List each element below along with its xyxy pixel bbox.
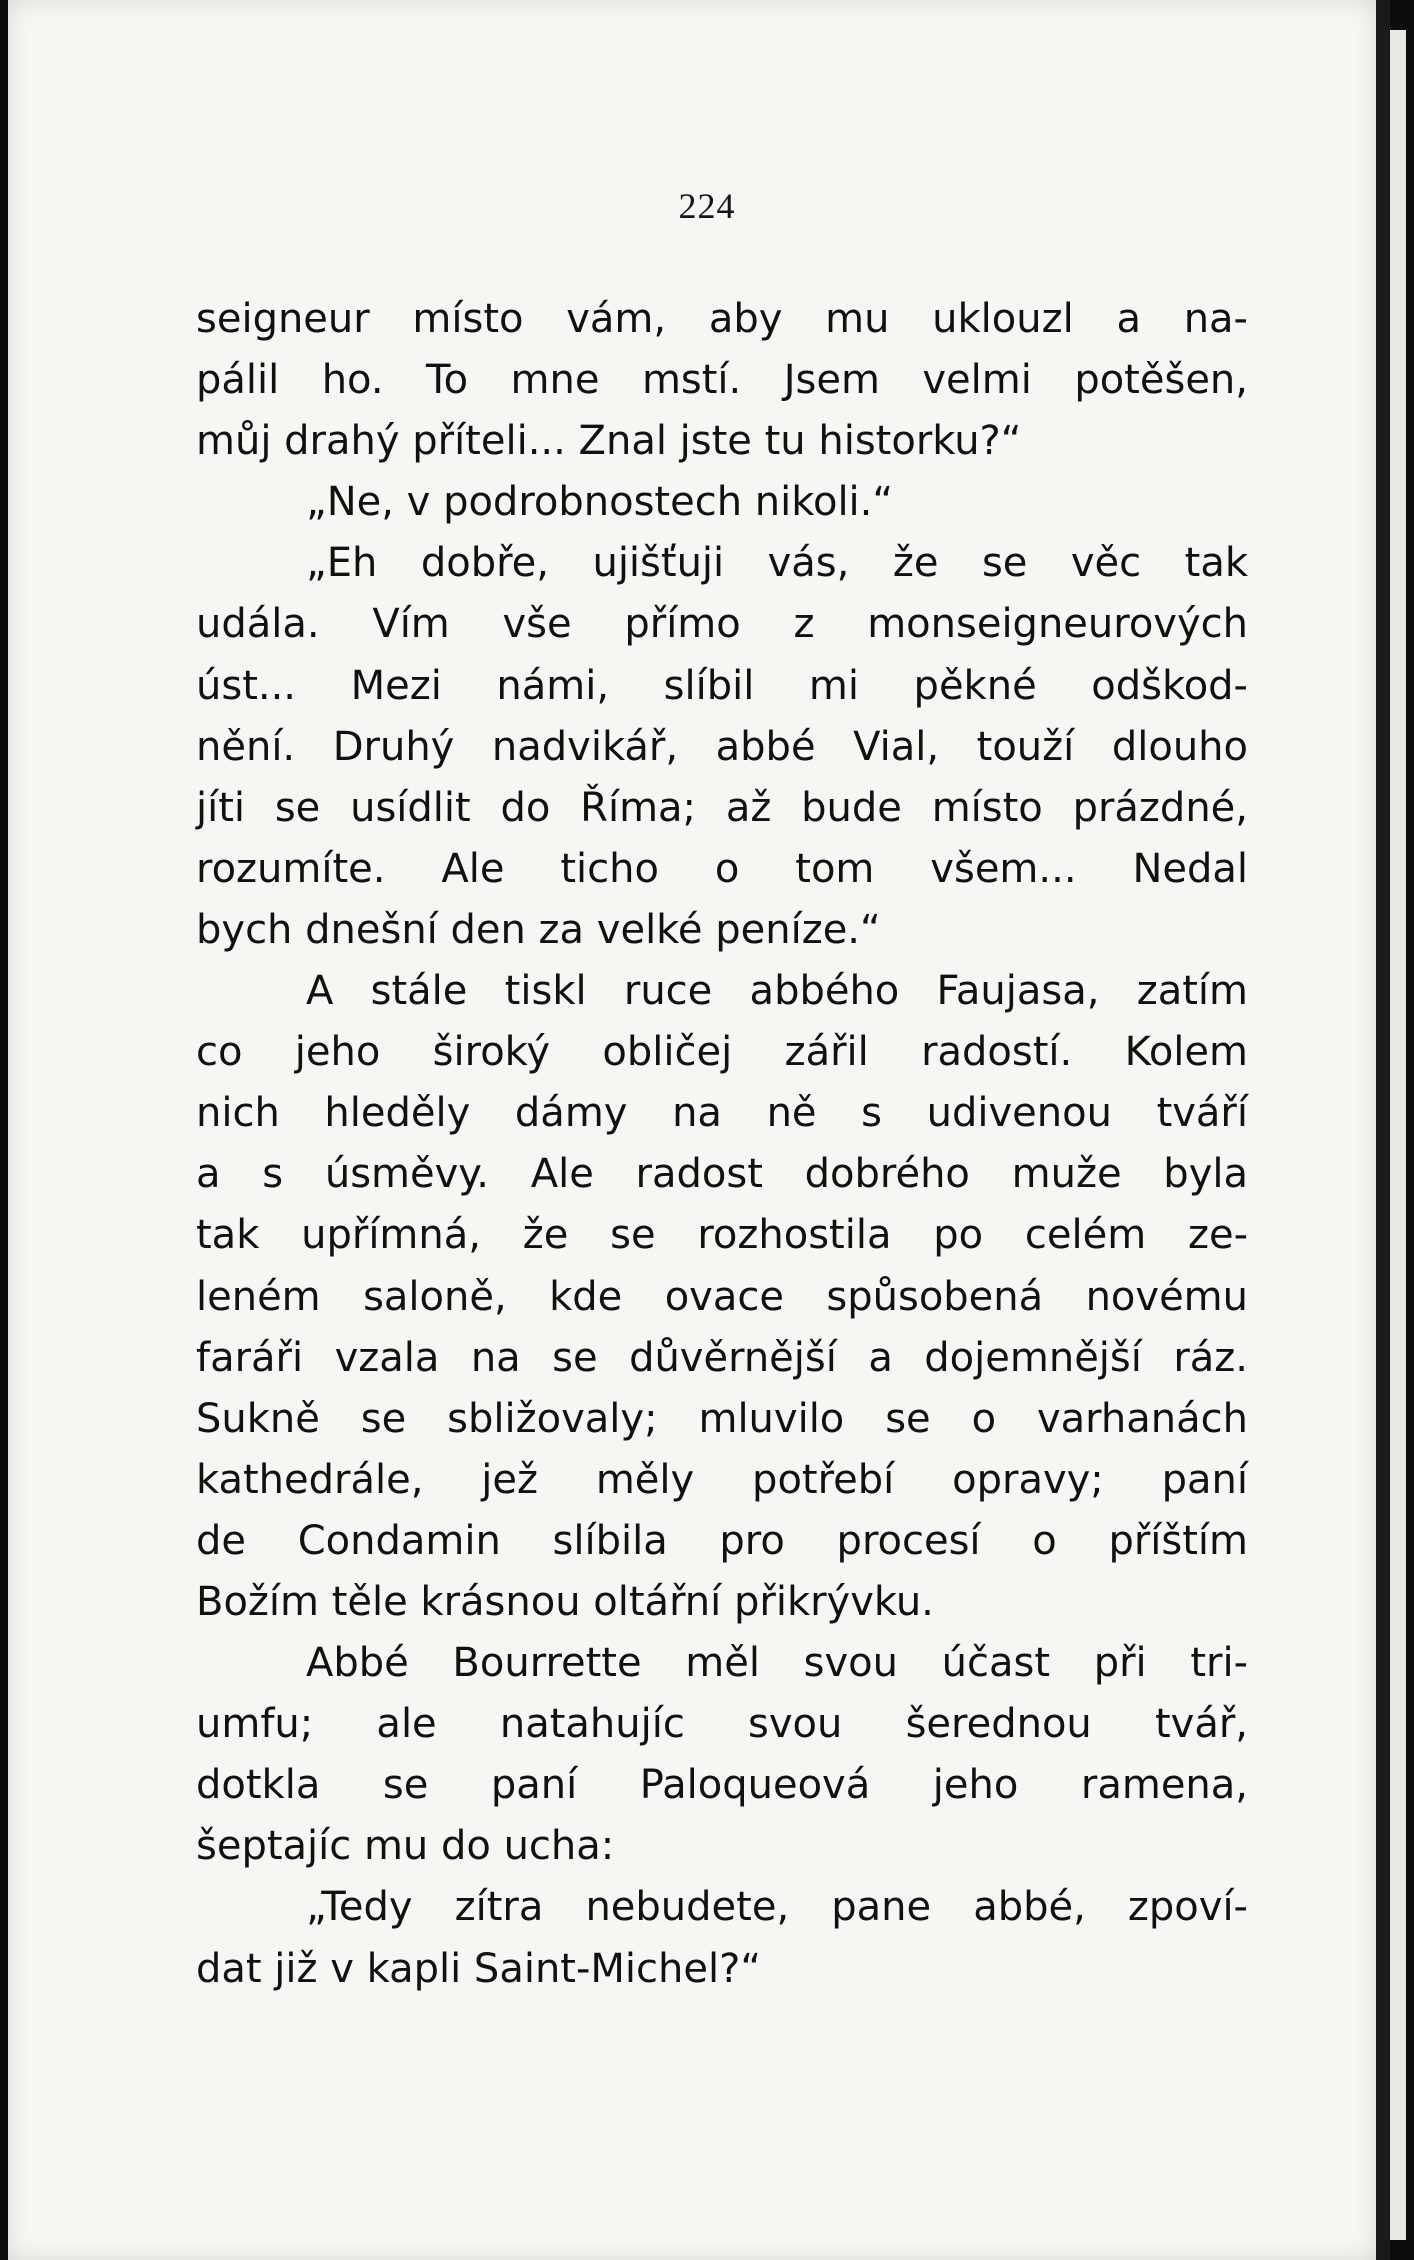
book-gutter-edge — [1376, 0, 1390, 2260]
next-page-edge — [1390, 30, 1406, 2240]
text-line: umfu; ale natahujíc svou šerednou tvář, — [196, 1701, 1248, 1748]
text-line: „Eh dobře, ujišťuji vás, že se věc tak — [306, 540, 1248, 587]
text-line: Sukně se sbližovaly; mluvilo se o varhanách — [196, 1395, 1248, 1442]
text-line: můj drahý příteli... Znal jste tu historku?“ — [196, 418, 1022, 465]
text-line: nich hleděly dámy na ně s udivenou tváří — [196, 1090, 1248, 1137]
text-line: A stále tiskl ruce abbého Faujasa, zatím — [306, 968, 1248, 1015]
text-line: pálil ho. To mne mstí. Jsem velmi potěšen, — [196, 357, 1248, 404]
text-line: tak upřímná, že se rozhostila po celém ze- — [196, 1212, 1248, 1259]
text-line: úst... Mezi námi, slíbil mi pěkné odškod- — [196, 662, 1248, 709]
text-line: kathedrále, jež měly potřebí opravy; paní — [196, 1456, 1248, 1503]
text-line: dotkla se paní Paloqueová jeho ramena, — [196, 1762, 1248, 1809]
text-line: co jeho široký obličej zářil radostí. Kolem — [196, 1029, 1248, 1076]
text-line: „Ne, v podrobnostech nikoli.“ — [306, 479, 894, 526]
text-line: de Condamin slíbila pro procesí o příštím — [196, 1517, 1248, 1564]
text-line: leném saloně, kde ovace spůsobená novému — [196, 1273, 1248, 1320]
text-line: jíti se usídlit do Říma; až bude místo prázdné, — [196, 784, 1248, 831]
text-line: rozumíte. Ale ticho o tom všem... Nedal — [196, 845, 1248, 892]
text-line: nění. Druhý nadvikář, abbé Vial, touží dlouho — [196, 723, 1248, 770]
text-line: Božím těle krásnou oltářní přikrývku. — [196, 1578, 934, 1625]
page-number: 224 — [678, 186, 736, 226]
text-line: udála. Vím vše přímo z monseigneurových — [196, 601, 1248, 648]
text-line: šeptajíc mu do ucha: — [196, 1823, 615, 1870]
text-line: Abbé Bourrette měl svou účast při tri- — [306, 1640, 1248, 1687]
text-line: dat již v kapli Saint-Michel?“ — [196, 1945, 762, 1992]
body-text — [196, 289, 1248, 2000]
text-line: seigneur místo vám, aby mu uklouzl a na- — [196, 296, 1248, 342]
text-line: a s úsměvy. Ale radost dobrého muže byla — [196, 1151, 1248, 1198]
text-line: „Tedy zítra nebudete, pane abbé, zpoví- — [306, 1884, 1248, 1931]
text-line: bych dnešní den za velké peníze.“ — [196, 906, 881, 953]
text-line: faráři vzala na se důvěrnější a dojemnější ráz. — [196, 1334, 1248, 1381]
